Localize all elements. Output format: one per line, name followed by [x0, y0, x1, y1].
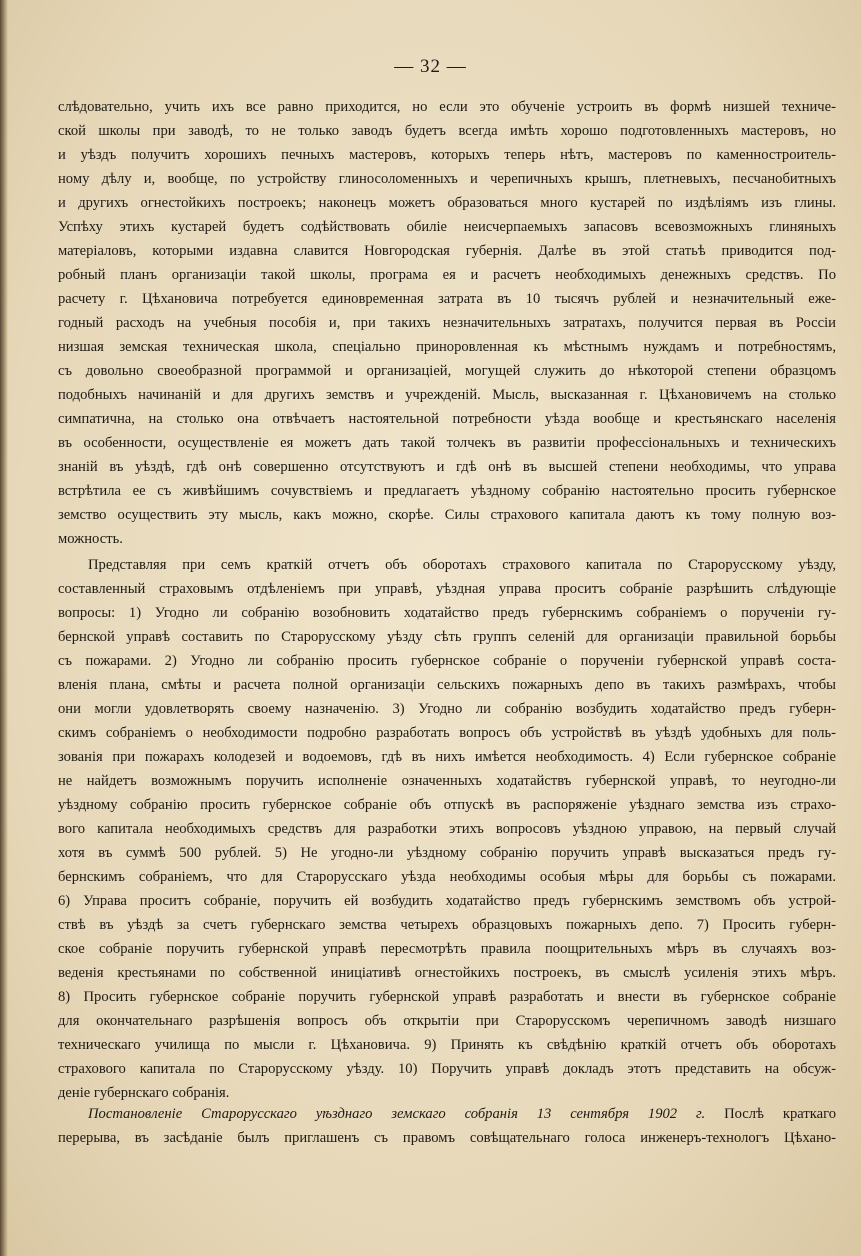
text-line: ствѣ въ уѣздѣ за счетъ губернскаго земства четырехъ образцовыхъ пожарныхъ депо. 7) Просить губерн-: [58, 917, 836, 933]
text-line: они могли удовлетворять своему назначенію. 3) Угодно ли собранію возбудить ходатайство предъ губерн-: [58, 701, 836, 717]
resolution-heading: Постановленіе Старорусскаго уѣзднаго земскаго собранія 13 сентября 1902 г.: [88, 1106, 706, 1122]
text-line: расчету г. Цѣхановича потребуется единовременная затрата въ 10 тысячъ рублей и незначительный еже-: [58, 291, 836, 307]
text-line: вого капитала необходимыхъ средствъ для разработки этихъ вопросовъ уѣздною управою, на первый случай: [58, 821, 836, 837]
text-line: ское собраніе поручить губернской управѣ пересмотрѣть правила поощрительныхъ мѣръ въ случаяхъ воз-: [58, 941, 836, 957]
text-line: съ довольно своеобразной программой и организаціей, могущей служить до нѣкоторой степени образцомъ: [58, 363, 836, 379]
text-line: знаній въ уѣздѣ, гдѣ онѣ совершенно отсутствуютъ и гдѣ онѣ въ высшей степени необходимы, что управа: [58, 459, 836, 475]
text-line: 6) Управа проситъ собраніе, поручить ей возбудить ходатайство предъ губернскимъ земствомъ объ устрой-: [58, 893, 836, 909]
page-number: — 32 —: [394, 56, 467, 77]
text-line: деніе губернскаго собранія.: [58, 1085, 230, 1101]
text-line: скимъ собраніемъ о необходимости подробно разработать вопросъ объ устройствѣ въ уѣздѣ удобныхъ для поль-: [58, 725, 836, 741]
text-line: Успѣху этихъ кустарей будетъ содѣйствовать обиліе неисчерпаемыхъ запасовъ всевозможныхъ глиняныхъ: [58, 219, 836, 235]
resolution-line-2: перерыва, въ засѣданіе былъ приглашенъ съ правомъ совѣщательнаго голоса инженеръ-технологъ Цѣхано-: [58, 1130, 836, 1146]
text-line: робный планъ организаціи такой школы, програма ея и расчетъ необходимыхъ денежныхъ средствъ. По: [58, 267, 836, 283]
resolution-line-1: [58, 1102, 836, 1126]
text-line: составленный страховымъ отдѣленіемъ при управѣ, уѣздная управа проситъ собраніе разрѣшить слѣдующіе: [58, 581, 836, 597]
text-line: и уѣздъ получитъ хорошихъ печныхъ мастеровъ, которыхъ теперь нѣтъ, мастеровъ по каменностроитель-: [58, 147, 836, 163]
text-line: ской школы при заводѣ, то не только заводъ будетъ всегда имѣть хорошо подготовленныхъ мастеровъ, но: [58, 123, 836, 139]
text-line: страхового капитала по Старорусскому уѣзду. 10) Поручить управѣ докладъ этотъ представить на обсуж-: [58, 1061, 836, 1077]
paragraph-resolution: [58, 1102, 836, 1150]
text-line: слѣдовательно, учить ихъ все равно приходится, но если это обученіе устроить въ формѣ низшей техниче-: [58, 99, 836, 115]
text-line: не найдетъ возможнымъ поручить исполненіе означенныхъ ходатайствъ губернской управѣ, то неугодно-ли: [58, 773, 836, 789]
text-line: можность.: [58, 531, 123, 547]
text-line: для окончательнаго разрѣшенія вопросъ объ открытіи при Старорусскомъ черепичномъ заводѣ низшаго: [58, 1013, 836, 1029]
text-line: земство осуществить эту мысль, какъ можно, скорѣе. Силы страхового капитала даютъ къ тому полную воз-: [58, 507, 836, 523]
text-line: веденія крестьянами по собственной иниціативѣ огнестойкихъ построекъ, въ смыслѣ усиленія этихъ мѣръ.: [58, 965, 836, 981]
text-line: подобныхъ начинаній и для другихъ земствъ и учрежденій. Мысль, высказанная г. Цѣхановичемъ на столько: [58, 387, 836, 403]
text-line: въ особенности, осуществленіе ея можетъ дать такой толчекъ въ развитіи профессіональныхъ и техническихъ: [58, 435, 836, 451]
paragraph-insurance-questions: [58, 553, 836, 1105]
text-line: и другихъ огнестойкихъ построекъ; наконецъ можетъ образоваться много кустарей по издѣліямъ изъ глины.: [58, 195, 836, 211]
text-line: годный расходъ на учебныя пособія и, при такихъ незначительныхъ затратахъ, получится первая въ Россіи: [58, 315, 836, 331]
text-line: бернскимъ собраніемъ, что для Старорусскаго уѣзда необходимы особыя мѣры для борьбы съ пожарами.: [58, 869, 836, 885]
text-line: хотя въ суммѣ 500 рублей. 5) Не угодно-ли уѣздному собранію поручить управѣ высказаться предъ гу-: [58, 845, 836, 861]
page-edge-shadow: [0, 0, 8, 1256]
text-line: вленія плана, смѣты и расчета полной организаціи сельскихъ пожарныхъ депо въ такихъ размѣрахъ, чтобы: [58, 677, 836, 693]
resolution-line-1-rest: Послѣ краткаго: [724, 1106, 836, 1122]
text-line: зованія при пожарахъ колодезей и водоемовъ, гдѣ въ нихъ имѣется необходимость. 4) Если губернское собраніе: [58, 749, 836, 765]
text-line: техническаго училища по мысли г. Цѣхановича. 9) Принять къ свѣдѣнію краткій отчетъ объ оборотахъ: [58, 1037, 836, 1053]
text-line: съ пожарами. 2) Угодно ли собранію просить губернское собраніе о порученіи губернской управѣ соста-: [58, 653, 836, 669]
text-line: бернской управѣ составить по Старорусскому уѣзду сѣть группъ селеній для организаціи правильной борьбы: [58, 629, 836, 645]
text-line: вопросы: 1) Угодно ли собранію возобновить ходатайство предъ губернскимъ собраніемъ о порученіи гу-: [58, 605, 836, 621]
paragraph-school-proposal: [58, 95, 836, 551]
text-line: матеріаловъ, которыми издавна славится Новгородская губернія. Далѣе въ этой статьѣ приводится под-: [58, 243, 836, 259]
text-line: встрѣтила ее съ живѣйшимъ сочувствіемъ и предлагаетъ уѣздному собранію настоятельно просить губернское: [58, 483, 836, 499]
text-line: уѣздному собранію просить губернское собраніе объ отпускѣ въ распоряженіе уѣзднаго земства изъ страхо-: [58, 797, 836, 813]
text-line: 8) Просить губернское собраніе поручить губернской управѣ разработать и внести въ губернское собраніе: [58, 989, 836, 1005]
text-line: низшая земская техническая школа, спеціально приноровленная къ мѣстнымъ нуждамъ и потребностямъ,: [58, 339, 836, 355]
text-line: ному дѣлу и, вообще, по устройству глиносоломенныхъ и черепичныхъ крышъ, плетневыхъ, песчанобитныхъ: [58, 171, 836, 187]
text-line: Представляя при семъ краткій отчетъ объ оборотахъ страхового капитала по Старорусскому уѣзду,: [88, 557, 836, 573]
text-line: симпатична, на столько она отвѣчаетъ настоятельной потребности уѣзда вообще и крестьянскаго населенія: [58, 411, 836, 427]
